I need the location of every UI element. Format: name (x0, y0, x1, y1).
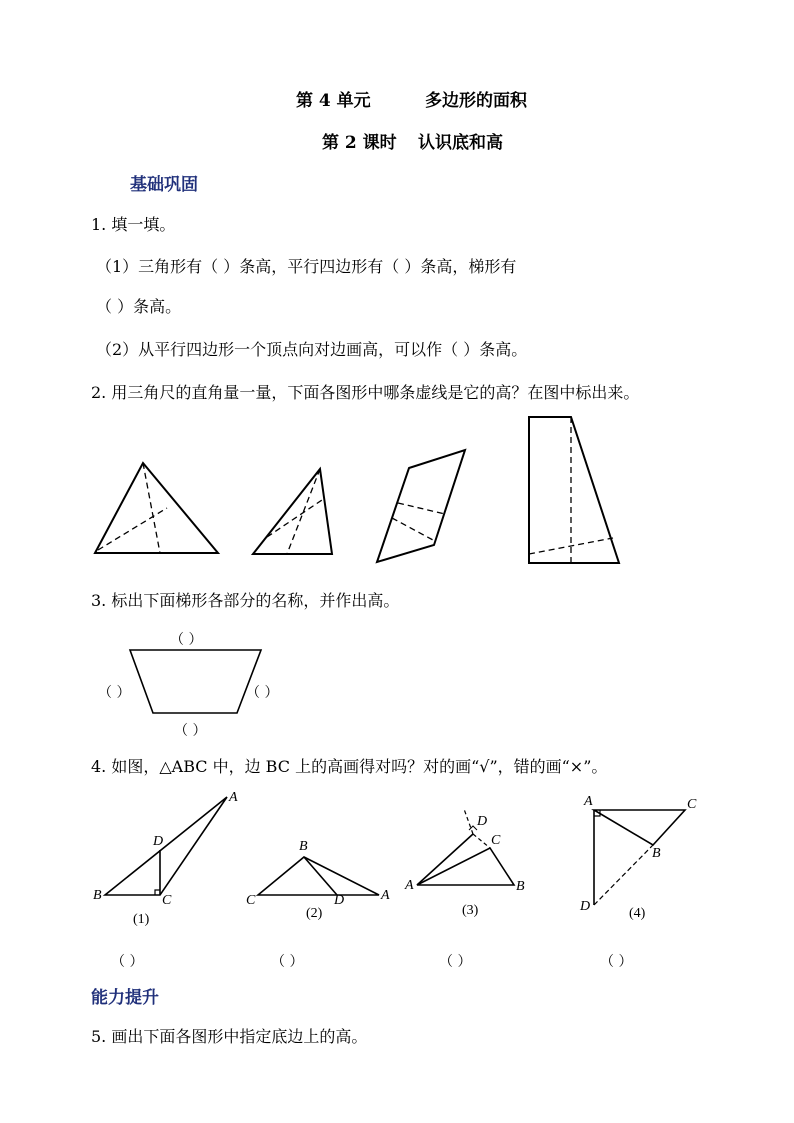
question-4-title: 4. 如图，△ABC 中，边 BC 上的高画得对吗？对的画“√”，错的画“×”。 (91, 757, 608, 776)
q2-triangle-2 (253, 469, 332, 554)
question-1-line-3: （2）从平行四边形一个顶点向对边画高，可以作（ ）条高。 (96, 340, 528, 359)
fig2-label-b: B (299, 839, 308, 854)
question-1-line-2: （ ）条高。 (96, 297, 182, 316)
lesson-number: 第 2 课时 (322, 133, 397, 153)
fig3-label-a: A (405, 878, 414, 893)
fig4-label-d: D (580, 899, 591, 914)
fig2-answer-blank: （ ） (271, 954, 304, 970)
fig4-answer-blank: （ ） (600, 954, 633, 970)
section-heading-basic: 基础巩固 (130, 175, 198, 195)
q4-figure-4 (594, 810, 685, 905)
fig4-label-b: B (652, 846, 661, 861)
section-heading-advanced: 能力提升 (91, 988, 159, 1008)
trapezoid-left-blank: （ ） (98, 685, 131, 701)
lesson-title: 认识底和高 (418, 133, 503, 153)
unit-title: 多边形的面积 (425, 91, 527, 111)
q4-figure-2 (258, 857, 379, 895)
fig3-label-c: C (491, 833, 501, 848)
unit-number: 第 4 单元 (296, 91, 371, 111)
q2-parallelogram (377, 450, 465, 562)
fig2-label-d: D (334, 893, 345, 908)
fig1-answer-blank: （ ） (111, 954, 144, 970)
q3-trapezoid (130, 650, 261, 713)
question-1-title: 1. 填一填。 (91, 215, 176, 234)
fig4-label-c: C (687, 797, 697, 812)
fig1-label-b: B (93, 888, 102, 903)
fig1-caption: (1) (133, 912, 150, 927)
fig1-label-c: C (162, 893, 172, 908)
fig1-label-a: A (229, 790, 238, 805)
fig2-caption: (2) (306, 906, 323, 921)
q2-triangle-1 (95, 463, 218, 553)
question-2-title: 2. 用三角尺的直角量一量，下面各图形中哪条虚线是它的高？在图中标出来。 (91, 383, 640, 402)
fig2-label-a: A (381, 888, 390, 903)
question-1-line-1: （1）三角形有（ ）条高，平行四边形有（ ）条高，梯形有 (96, 257, 517, 276)
fig3-label-d: D (477, 814, 488, 829)
fig4-caption: (4) (629, 906, 646, 921)
trapezoid-bottom-blank: （ ） (174, 723, 207, 739)
fig3-label-b: B (516, 879, 525, 894)
q4-figure-1 (105, 797, 227, 895)
fig3-answer-blank: （ ） (439, 954, 472, 970)
question-3-title: 3. 标出下面梯形各部分的名称，并作出高。 (91, 591, 400, 610)
fig1-label-d: D (153, 834, 164, 849)
trapezoid-top-blank: （ ） (170, 632, 203, 648)
fig4-label-a: A (584, 794, 593, 809)
trapezoid-right-blank: （ ） (246, 685, 279, 701)
question-5-title: 5. 画出下面各图形中指定底边上的高。 (91, 1027, 368, 1046)
fig3-caption: (3) (462, 903, 479, 918)
q2-trapezoid (529, 417, 619, 563)
fig2-label-c: C (246, 893, 256, 908)
